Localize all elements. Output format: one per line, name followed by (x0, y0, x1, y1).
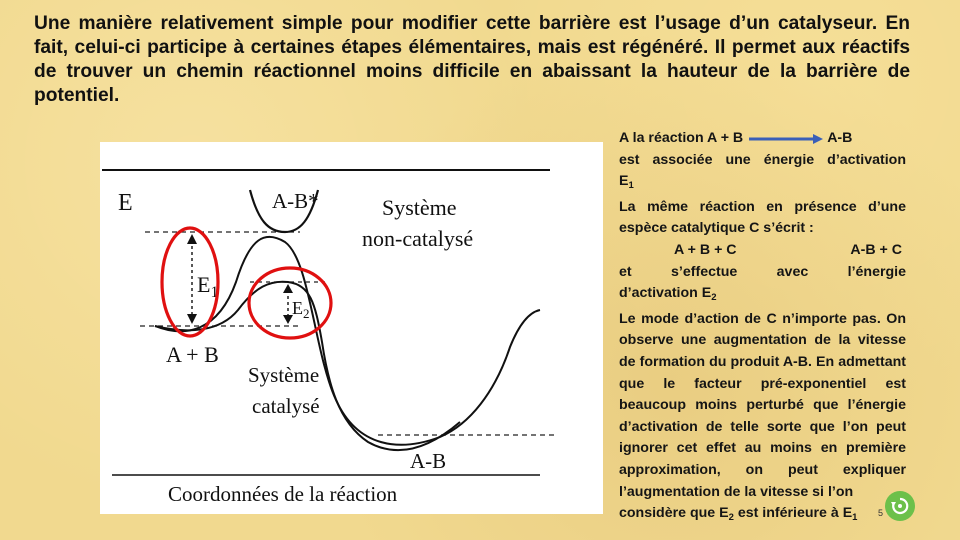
intro-paragraph: Une manière relativement simple pour modifier cette barrière est l’usage d’un catalyseur. En fait, celui-ci participe à certaines étapes élémentaires, mais est régénéré. Il permet aux réactifs de trouver un chemin réactionnel moins difficile en abaissant la hauteur de la barrière de potentiel. (34, 13, 910, 106)
noncatalyzed-label-line2: non-catalysé (362, 226, 474, 251)
e1-line: $E_1$ (619, 173, 634, 192)
e1-label: $E_1$ (197, 272, 219, 301)
reactants-label: A + B (166, 342, 219, 367)
energy-diagram (100, 142, 603, 514)
e2-line: d’activation $E_2$ (619, 285, 717, 304)
reaction-product: A-B (827, 130, 853, 146)
explanation-paragraph: Le mode d’action de C n’importe pas. On observe une augmentation de la vitesse de formation du produit A-B. En admettant que le facteur pré-exponentiel est beaucoup moins perturbé que l’énergie d’activation de telle sorte que l’on peut ignorer cet effet au moins en première approximation, on peut expliquer l’augmentation de la vitesse si l’on (619, 310, 906, 500)
conclusion-line: considère que $E_2$ est inférieure à $E_1$ (619, 505, 858, 524)
noncatalyzed-label-line1: Système (382, 195, 457, 220)
noncatalyzed-curve (155, 237, 540, 445)
catalyzed-label-line1: Système (248, 363, 320, 387)
catalyzed-label-line2: catalysé (252, 394, 320, 418)
x-axis-label: Coordonnées de la réaction (168, 482, 398, 506)
e1-arrow-down (187, 314, 197, 324)
right-arrow-icon (749, 134, 823, 144)
energy-axis-label: E (118, 190, 133, 216)
catalytic-left: A + B + C (674, 241, 737, 258)
activation-energy-line: est associée une énergie d’activation (619, 151, 906, 168)
e2-arrow-up (283, 284, 293, 293)
recycle-icon[interactable] (885, 491, 915, 521)
e2-label: $E_2$ (292, 298, 310, 321)
recycle-icon-glyph (890, 496, 910, 516)
reaction-line (619, 128, 906, 150)
reaction-prefix: A la réaction A + B (619, 130, 744, 146)
catalytic-right: A-B + C (850, 241, 902, 258)
transition-state-label: A-B* (272, 189, 319, 213)
e1-arrow-up (187, 234, 197, 244)
catalytic-equation (619, 240, 906, 262)
catalyst-intro: La même réaction en présence d’une espèce catalytique C s’écrit : (619, 198, 906, 237)
side-text (619, 128, 906, 529)
product-label: A-B (410, 449, 447, 473)
e2-highlight-ellipse (249, 268, 331, 338)
page-number: 5 (878, 508, 884, 518)
energy-diagram-svg (100, 142, 603, 514)
effectue-line: et s’effectue avec l’énergie (619, 263, 906, 280)
